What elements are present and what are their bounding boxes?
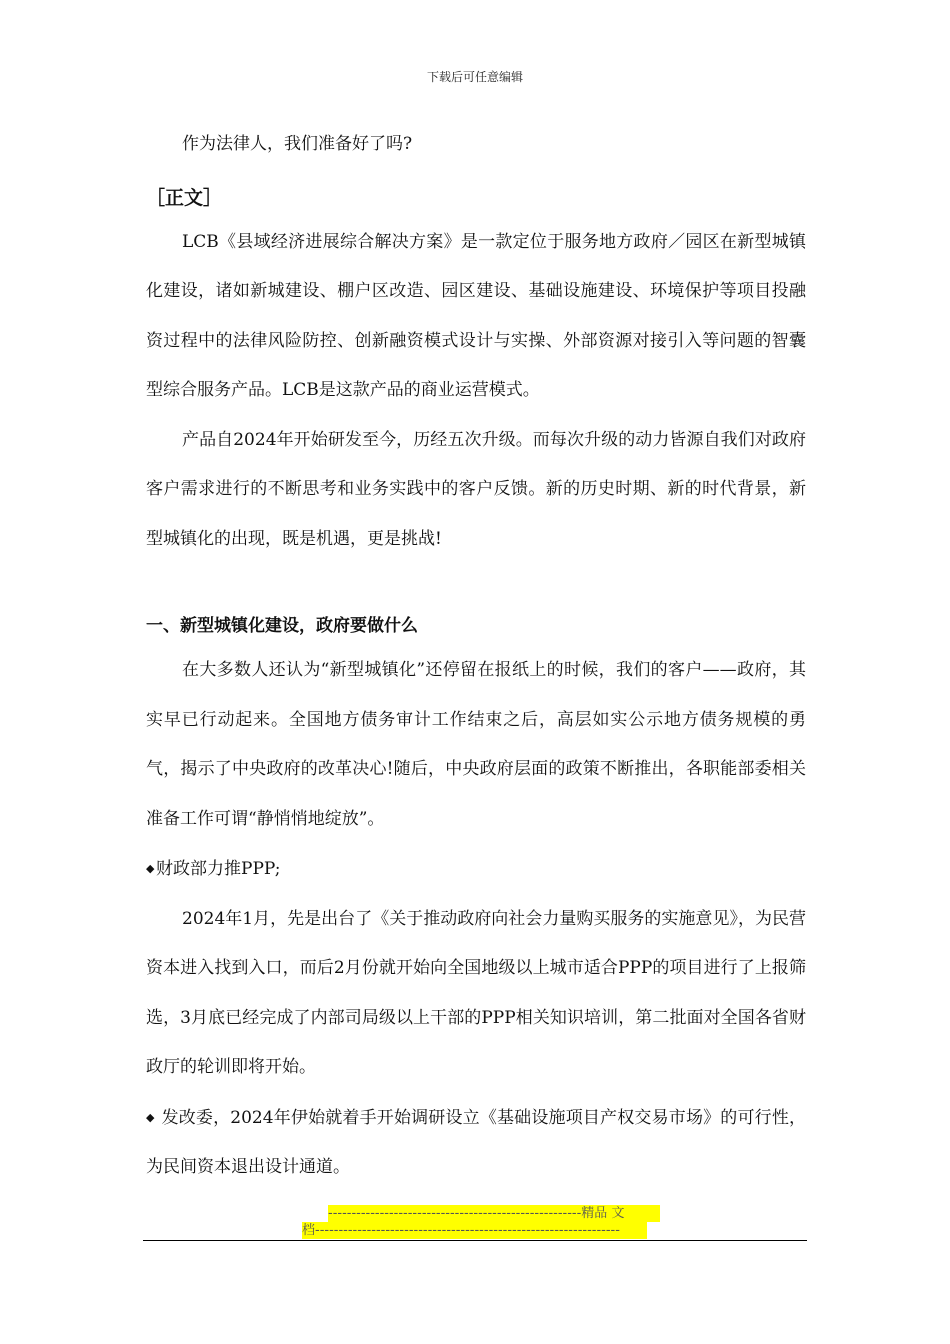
paragraph-section-intro: 在大多数人还认为“新型城镇化”还停留在报纸上的时候，我们的客户——政府，其实早已行动起来。全国地方债务审计工作结束之后，高层如实公示地方债务规模的勇气，揭示了中央政府的改革决心!随后，中央政府层面的政策不断推出，各职能部委相关准备工作可谓“静悄悄地绽放”。 bbox=[146, 660, 806, 829]
footer-line: ------------------------------------------------------精品 文 bbox=[328, 1205, 660, 1222]
footer-watermark bbox=[302, 1205, 660, 1239]
bullet-text: 财政部力推PPP; bbox=[156, 859, 281, 879]
intro-question: 作为法律人，我们准备好了吗? bbox=[182, 134, 413, 154]
body-heading: ［正文］ bbox=[146, 186, 223, 209]
paragraph-ministry-finance: 2024年1月，先是出台了《关于推动政府向社会力量购买服务的实施意见》，为民营资本进入找到入口，而后2月份就开始向全国地级以上城市适合PPP的项目进行了上报筛选，3月底已经完成了内部司局级以上干部的PPP相关知识培训，第二批面对全国各省财政厅的轮训即将开始。 bbox=[146, 908, 806, 1077]
bullet-item bbox=[146, 844, 806, 895]
section-heading: 一、新型城镇化建设，政府要做什么 bbox=[146, 616, 418, 636]
footer-line: 档----------------------------------------------------------------- bbox=[302, 1222, 647, 1239]
bullet-diamond-icon: ◆ bbox=[146, 1110, 155, 1124]
bullet-text: 发改委，2024年伊始就着手开始调研设立《基础设施项目产权交易市场》的可行性，为民间资本退出设计通道。 bbox=[146, 1107, 806, 1177]
footer-divider bbox=[143, 1240, 807, 1241]
document-body bbox=[146, 120, 806, 1193]
paragraph-product-history: 产品自2024年开始研发至今，历经五次升级。而每次升级的动力皆源自我们对政府客户需求进行的不断思考和业务实践中的客户反馈。新的历史时期、新的时代背景，新型城镇化的出现，既是机遇，更是挑战! bbox=[146, 429, 806, 549]
bullet-item bbox=[146, 1093, 806, 1193]
paragraph-product-intro: LCB《县域经济进展综合解决方案》是一款定位于服务地方政府／园区在新型城镇化建设，诸如新城建设、棚户区改造、园区建设、基础设施建设、环境保护等项目投融资过程中的法律风险防控、创新融资模式设计与实操、外部资源对接引入等问题的智囊型综合服务产品。LCB是这款产品的商业运营模式。 bbox=[146, 231, 806, 400]
page-header: 下载后可任意编辑 bbox=[426, 70, 523, 84]
bullet-diamond-icon: ◆ bbox=[146, 862, 155, 875]
